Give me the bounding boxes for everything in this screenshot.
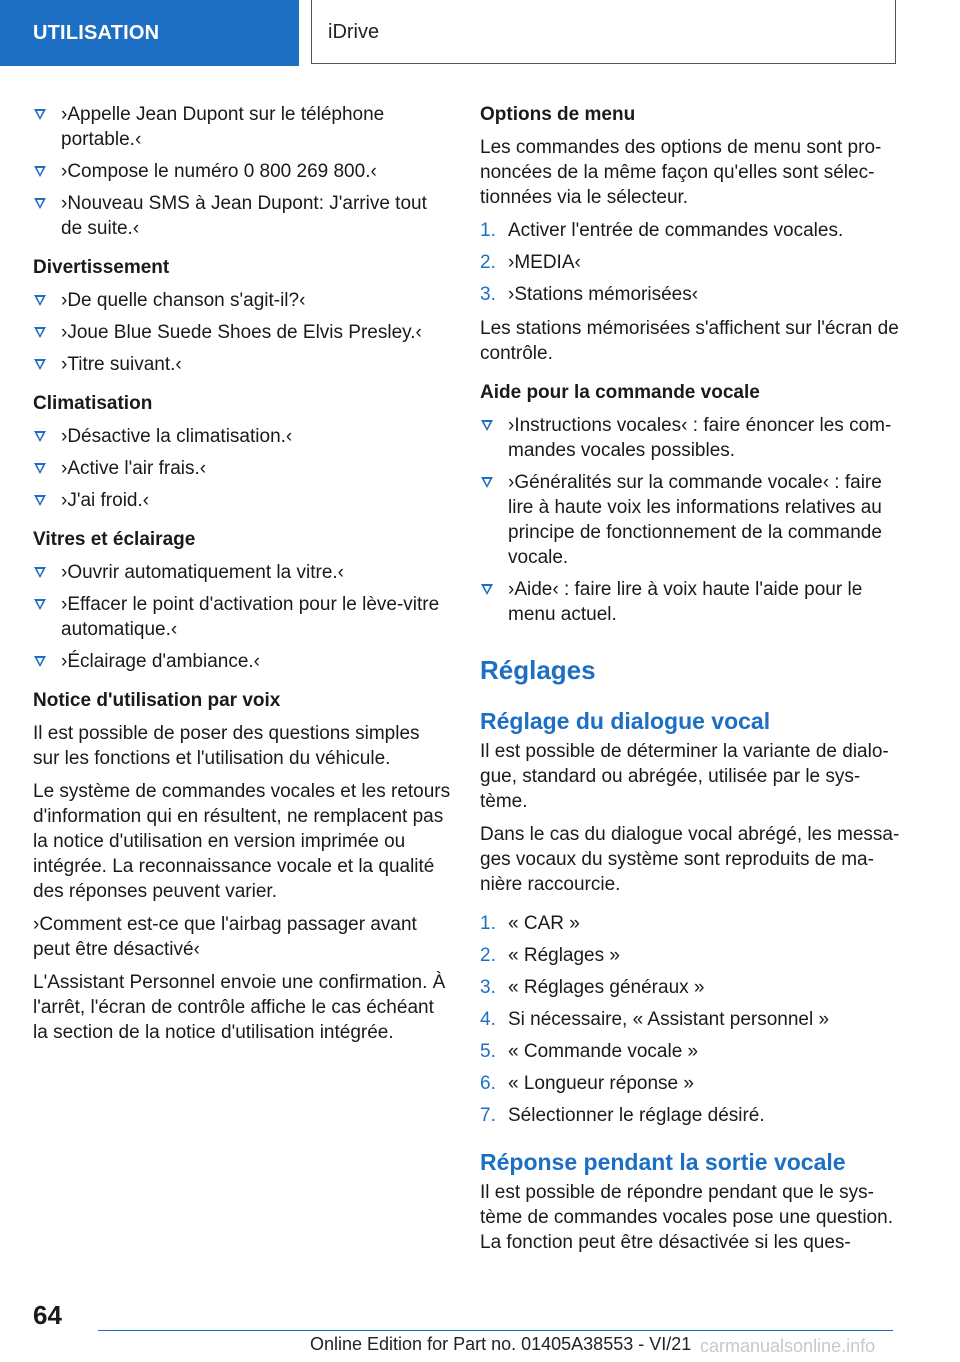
list-item: ›Compose le numéro 0 800 269 800.‹	[33, 159, 451, 184]
list-item: ›Désactive la climatisation.‹	[33, 424, 451, 449]
paragraph: Le système de commandes vocales et les retours d'information qui en résultent, ne remplacent pas la notice d'utilisation en version imprimée ou intégrée. La reconnaissance vocale et la qualité des réponses peuvent varier.	[33, 781, 451, 902]
dialog-steps	[480, 911, 900, 1128]
list-item: ›Effacer le point d'activation pour le lève-vitre automatique.‹	[33, 592, 451, 642]
triangle-bullet-icon	[481, 584, 493, 595]
right-column	[480, 102, 900, 1263]
triangle-bullet-icon	[34, 359, 46, 370]
step-item: 2. « Réglages »	[480, 945, 620, 966]
paragraph: Les stations mémorisées s'affichent sur l'écran de contrôle.	[480, 318, 899, 364]
triangle-bullet-icon	[34, 295, 46, 306]
triangle-bullet-icon	[34, 198, 46, 209]
climate-list	[33, 424, 451, 513]
list-item: ›Active l'air frais.‹	[33, 456, 451, 481]
windows-heading: Vitres et éclairage	[33, 529, 196, 550]
entertainment-list	[33, 288, 451, 377]
windows-list	[33, 560, 451, 674]
step-item: 1. « CAR »	[480, 913, 580, 934]
triangle-bullet-icon	[34, 109, 46, 120]
step-item: 2. ›MEDIA‹	[480, 252, 581, 273]
triangle-bullet-icon	[34, 431, 46, 442]
list-item: ›Généralités sur la commande vocale‹ : faire lire à haute voix les informations relatives au principe de fonctionnement de la commande vocale.	[480, 470, 900, 570]
settings-heading: Réglages	[480, 655, 596, 685]
menu-options-heading: Options de menu	[480, 104, 636, 125]
list-item: ›Ouvrir automatiquement la vitre.‹	[33, 560, 451, 585]
entertainment-heading: Divertissement	[33, 257, 170, 278]
help-list	[480, 413, 900, 627]
help-heading: Aide pour la commande vocale	[480, 382, 760, 403]
paragraph: Il est possible de poser des questions simples sur les fonctions et l'utilisation du véhicule.	[33, 723, 420, 769]
triangle-bullet-icon	[481, 420, 493, 431]
dialog-heading: Réglage du dialogue vocal	[480, 708, 771, 734]
step-item: 5. « Commande vocale »	[480, 1041, 699, 1062]
step-item: 6. « Longueur réponse »	[480, 1073, 694, 1094]
footer-divider	[98, 1330, 893, 1331]
triangle-bullet-icon	[34, 327, 46, 338]
list-item: ›De quelle chanson s'agit-il?‹	[33, 288, 451, 313]
paragraph: Les commandes des options de menu sont prononcées de la même façon qu'elles sont sélectionnées via le sélecteur.	[480, 137, 882, 208]
paragraph: Dans le cas du dialogue vocal abrégé, les messages vocaux du système sont reproduits de manière raccourcie.	[480, 824, 900, 895]
page-number: 64	[33, 1300, 62, 1330]
list-item: ›Aide‹ : faire lire à voix haute l'aide pour le menu actuel.	[480, 577, 900, 627]
phone-commands-list	[33, 102, 451, 241]
list-item: ›Nouveau SMS à Jean Dupont: J'arrive tout de suite.‹	[33, 191, 451, 241]
triangle-bullet-icon	[34, 495, 46, 506]
step-item: 3. ›Stations mémorisées‹	[480, 284, 699, 305]
paragraph: Il est possible de répondre pendant que le système de commandes vocales pose une question. La fonction peut être désactivée si les ques-	[480, 1182, 893, 1253]
climate-heading: Climatisation	[33, 393, 153, 414]
section-tab: UTILISATION	[0, 0, 299, 66]
page-header	[0, 0, 960, 66]
chapter-title: iDrive	[311, 0, 896, 64]
list-item: ›Instructions vocales‹ : faire énoncer les commandes vocales possibles.	[480, 413, 900, 463]
paragraph: Il est possible de déterminer la variante de dialogue, standard ou abrégée, utilisée par le système.	[480, 741, 889, 812]
list-item: ›J'ai froid.‹	[33, 488, 451, 513]
triangle-bullet-icon	[34, 166, 46, 177]
watermark: carmanualsonline.info	[700, 1336, 876, 1356]
list-item: ›Éclairage d'ambiance.‹	[33, 649, 451, 674]
edition-text: Online Edition for Part no. 01405A38553 - VI/21	[310, 1334, 692, 1354]
step-item: 3. « Réglages généraux »	[480, 977, 705, 998]
manual-heading: Notice d'utilisation par voix	[33, 690, 281, 711]
paragraph: ›Comment est-ce que l'airbag passager avant peut être désactivé‹	[33, 914, 417, 960]
menu-options-steps	[480, 218, 900, 307]
triangle-bullet-icon	[34, 567, 46, 578]
triangle-bullet-icon	[34, 463, 46, 474]
response-heading: Réponse pendant la sortie vocale	[480, 1149, 846, 1175]
triangle-bullet-icon	[34, 599, 46, 610]
step-item: 4. Si nécessaire, « Assistant personnel »	[480, 1009, 830, 1030]
step-item: 7. Sélectionner le réglage désiré.	[480, 1105, 765, 1126]
triangle-bullet-icon	[34, 656, 46, 667]
triangle-bullet-icon	[481, 477, 493, 488]
list-item: ›Joue Blue Suede Shoes de Elvis Presley.‹	[33, 320, 451, 345]
list-item: ›Appelle Jean Dupont sur le téléphone portable.‹	[33, 102, 451, 152]
step-item: 1. Activer l'entrée de commandes vocales.	[480, 220, 844, 241]
list-item: ›Titre suivant.‹	[33, 352, 451, 377]
paragraph: L'Assistant Personnel envoie une confirmation. À l'arrêt, l'écran de contrôle affiche le cas échéant la section de la notice d'utilisation intégrée.	[33, 972, 446, 1043]
left-column	[33, 102, 451, 1053]
